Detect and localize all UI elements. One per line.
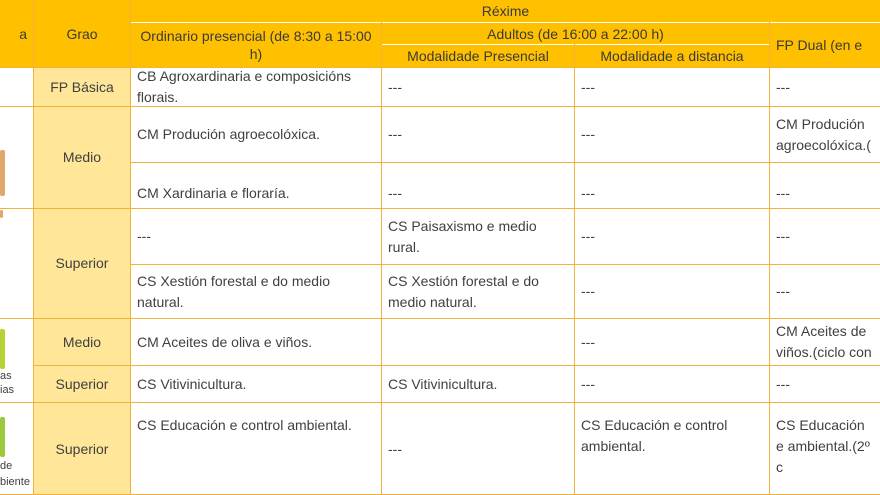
grid-line [574, 44, 575, 495]
family-label-line1: as [0, 370, 12, 382]
grid-line [130, 0, 131, 495]
cell-ordinario: CB Agroxardinaria e composicións florais. [131, 68, 381, 106]
cell-dual-text: CM Produción agroecolóxica.( [776, 115, 871, 153]
cell-distancia: CS Educación e control ambiental. [575, 403, 769, 495]
family-cell-industrias [0, 319, 33, 402]
grid-line [0, 402, 880, 403]
cell-presencial: --- [382, 68, 574, 106]
cell-dual: --- [770, 163, 880, 208]
grid-line [131, 264, 880, 265]
header-rexime: Réxime [131, 0, 880, 22]
seguridade-icon [0, 417, 5, 457]
cell-distancia: --- [575, 265, 769, 318]
grid-line [0, 106, 880, 107]
grid-line [0, 208, 880, 209]
header-grao: Grao [34, 0, 130, 67]
cell-dual: --- [770, 209, 880, 264]
cell-presencial: --- [382, 163, 574, 208]
industrias-icon [0, 329, 5, 369]
cell-distancia: --- [575, 68, 769, 106]
grid-line [769, 22, 770, 495]
agraria-mark [0, 210, 3, 218]
cell-ordinario: CM Xardinaria e floraría. [131, 163, 381, 208]
header-dual: FP Dual (en e [770, 23, 880, 67]
header-adultos: Adultos (de 16:00 a 22:00 h) [382, 23, 769, 44]
cell-presencial: CS Xestión forestal e do medio natural. [382, 265, 574, 318]
grid-line [34, 365, 880, 366]
cell-ordinario: --- [131, 209, 381, 264]
cell-presencial [382, 319, 574, 365]
grao-cell: Superior [34, 403, 130, 495]
cell-distancia: --- [575, 319, 769, 365]
cell-ordinario: CM Aceites de oliva e viños. [131, 319, 381, 365]
cell-presencial: --- [382, 107, 574, 162]
cell-dual: --- [770, 68, 880, 106]
cell-distancia: --- [575, 366, 769, 402]
family-cell-seguridade [0, 403, 33, 495]
agraria-icon [0, 150, 5, 196]
family-label-line4: biente [0, 476, 30, 488]
grao-cell: Superior [34, 209, 130, 318]
header-presencial: Modalidade Presencial [382, 45, 574, 67]
cell-presencial: CS Vitivinicultura. [382, 366, 574, 402]
cell-ordinario: CS Educación e control ambiental. [131, 403, 381, 495]
header-familia: a [0, 0, 33, 67]
grid-line [33, 0, 34, 495]
cell-dual-text: CM Aceites de viños.(ciclo con [776, 323, 872, 360]
grid-line [131, 162, 880, 163]
header-ordinario: Ordinario presencial (de 8:30 a 15:00 h) [131, 23, 381, 67]
grid-line [0, 318, 880, 319]
cell-dual: --- [770, 265, 880, 318]
cell-dual [770, 403, 880, 495]
grao-cell: Superior [34, 366, 130, 402]
cell-dual [770, 319, 880, 365]
family-label-line3: de [0, 460, 13, 472]
cell-dual [770, 107, 880, 162]
grid-line [381, 22, 382, 495]
grao-cell: FP Básica [34, 68, 130, 106]
header-distancia: Modalidade a distancia [575, 45, 769, 67]
cell-ordinario: CM Produción agroecolóxica. [131, 107, 381, 162]
grao-cell: Medio [34, 107, 130, 208]
grid-line [0, 67, 880, 68]
cell-distancia: --- [575, 209, 769, 264]
cell-ordinario: CS Vitivinicultura. [131, 366, 381, 402]
grao-cell: Medio [34, 319, 130, 365]
cell-dual-text: CS Educación e ambiental.(2º c [776, 417, 870, 475]
cell-distancia: --- [575, 107, 769, 162]
family-label-line2: ias [0, 384, 15, 396]
cell-ordinario: CS Xestión forestal e do medio natural. [131, 265, 381, 318]
cell-dual: --- [770, 366, 880, 402]
cell-presencial: --- [382, 403, 574, 495]
cell-distancia: --- [575, 163, 769, 208]
cell-presencial: CS Paisaxismo e medio rural. [382, 209, 574, 264]
